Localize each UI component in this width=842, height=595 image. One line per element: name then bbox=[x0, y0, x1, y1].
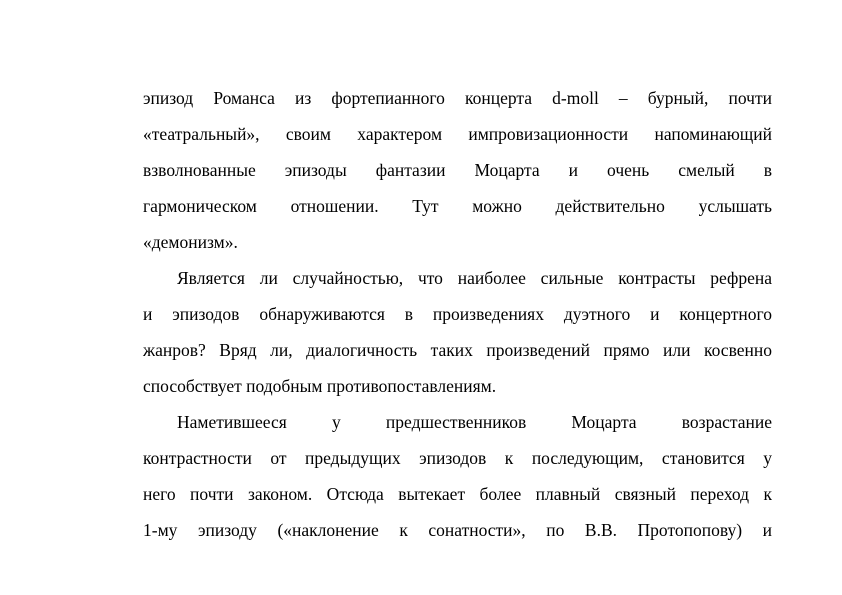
text-line-2: «театральный», своим характером импровизационности напоминающий bbox=[143, 124, 772, 144]
text-line-12: него почти законом. Отсюда вытекает более плавный связный переход к bbox=[143, 484, 772, 504]
text-line-8: жанров? Вряд ли, диалогичность таких произведений прямо или косвенно bbox=[143, 340, 772, 360]
text-line-1: эпизод Романса из фортепианного концерта d-moll – бурный, почти bbox=[143, 88, 772, 108]
text-line-11: контрастности от предыдущих эпизодов к последующим, становится у bbox=[143, 448, 772, 468]
text-line-13: 1-му эпизоду («наклонение к сонатности», по В.В. Протопопову) и bbox=[143, 520, 772, 540]
text-line-7: и эпизодов обнаруживаются в произведениях дуэтного и концертного bbox=[143, 304, 772, 324]
text-line-4: гармоническом отношении. Тут можно действительно услышать bbox=[143, 196, 772, 216]
text-line-10: Наметившееся у предшественников Моцарта возрастание bbox=[177, 412, 772, 432]
text-line-3: взволнованные эпизоды фантазии Моцарта и очень смелый в bbox=[143, 160, 772, 180]
text-line-9: способствует подобным противопоставлениям. bbox=[143, 376, 497, 396]
text-line-6: Является ли случайностью, что наиболее сильные контрасты рефрена bbox=[177, 268, 772, 288]
text-line-5: «демонизм». bbox=[143, 232, 238, 252]
